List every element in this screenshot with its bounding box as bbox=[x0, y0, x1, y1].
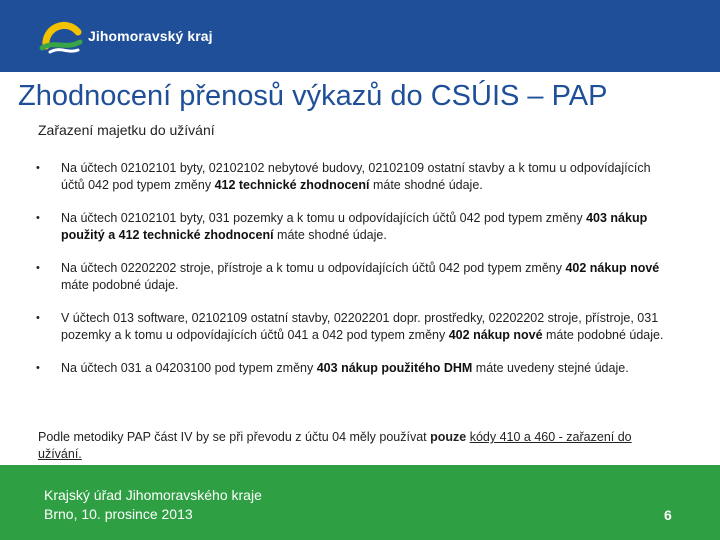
bullet-emphasis: 402 nákup nové bbox=[448, 328, 543, 342]
bullet-item bbox=[36, 210, 676, 244]
bullet-text: Na účtech 02202202 stroje, přístroje a k tomu u odpovídajících účtů 042 pod typem změny bbox=[61, 261, 566, 275]
bullet-emphasis: 402 nákup nové bbox=[565, 261, 660, 275]
method-note-text: Podle metodiky PAP část IV by se při převodu z účtu 04 měly používat bbox=[38, 430, 431, 444]
bullet-text: Na účtech 02102101 byty, 02102102 nebytové budovy, 02102109 ostatní stavby a k tomu u odpovídajících účtů 042 pod typem změny bbox=[61, 161, 651, 192]
bullet-marker: • bbox=[36, 312, 40, 324]
bullet-emphasis: 403 nákup použitý a 412 technické zhodnocení bbox=[61, 211, 648, 242]
bullet-text: máte uvedeny stejné údaje. bbox=[472, 361, 629, 375]
method-note-codes: kódy 410 a 460 - zařazení do užívání. bbox=[38, 430, 632, 461]
slide-title: Zhodnocení přenosů výkazů do CSÚIS – PAP bbox=[18, 80, 608, 112]
method-note-emphasis: pouze bbox=[430, 430, 467, 444]
bullet-text: máte podobné údaje. bbox=[542, 328, 664, 342]
bullet-marker: • bbox=[36, 212, 40, 224]
bullet-text: máte podobné údaje. bbox=[61, 278, 179, 292]
slide-subtitle: Zařazení majetku do užívání bbox=[38, 122, 215, 138]
logo-text: Jihomoravský kraj bbox=[88, 28, 213, 44]
bullet-emphasis: 412 technické zhodnocení bbox=[214, 178, 370, 192]
bullet-text: máte shodné údaje. bbox=[369, 178, 483, 192]
header-band bbox=[0, 0, 720, 72]
bullet-marker: • bbox=[36, 162, 40, 174]
footer-org-name: Krajský úřad Jihomoravského kraje bbox=[44, 487, 262, 503]
bullet-item bbox=[36, 360, 676, 377]
bullet-item bbox=[36, 160, 676, 194]
footer-date: Brno, 10. prosince 2013 bbox=[44, 506, 193, 522]
region-logo bbox=[38, 14, 258, 58]
bullet-marker: • bbox=[36, 362, 40, 374]
region-emblem-icon bbox=[38, 14, 84, 58]
bullet-text: V účtech 013 software, 02102109 ostatní stavby, 02202201 dopr. prostředky, 02202202 stroje, přístroje, 031 pozemky a k tomu u odpovídajících účtů 041 a 042 pod typem změny bbox=[61, 311, 659, 342]
bullet-item bbox=[36, 310, 676, 344]
footer-organization bbox=[44, 486, 262, 524]
bullet-emphasis: 403 nákup použitého DHM bbox=[316, 361, 473, 375]
bullet-item bbox=[36, 260, 676, 294]
bullet-text: Na účtech 031 a 04203100 pod typem změny bbox=[61, 361, 317, 375]
bullet-list bbox=[36, 160, 676, 393]
page-number: 6 bbox=[664, 507, 672, 523]
method-note bbox=[38, 429, 678, 463]
bullet-marker: • bbox=[36, 262, 40, 274]
bullet-text: Na účtech 02102101 byty, 031 pozemky a k tomu u odpovídajících účtů 042 pod typem změny bbox=[61, 211, 587, 225]
bullet-text: máte shodné údaje. bbox=[273, 228, 387, 242]
